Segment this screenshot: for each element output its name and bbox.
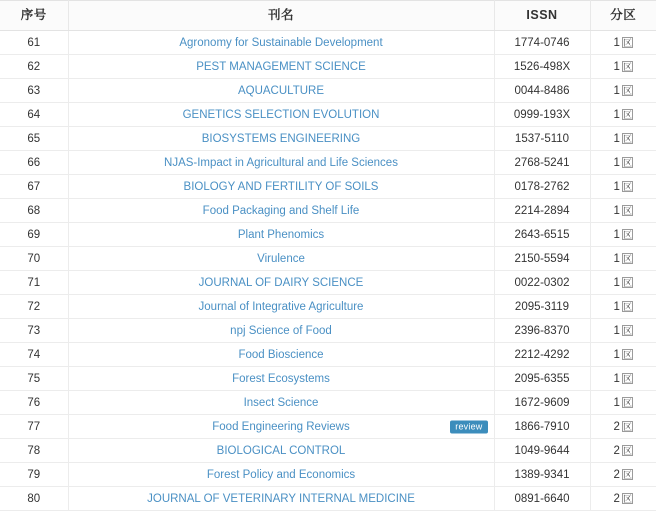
journal-name-link[interactable]: BIOSYSTEMS ENGINEERING <box>201 132 361 145</box>
journal-name-link[interactable]: PEST MANAGEMENT SCIENCE <box>196 60 366 73</box>
zone-number: 2 <box>613 444 620 457</box>
column-header-rank: 序号 <box>0 1 68 31</box>
journal-name-link[interactable]: Journal of Integrative Agriculture <box>198 300 364 313</box>
zone-value <box>614 325 633 337</box>
cell-journal-name <box>68 319 494 343</box>
cell-issn: 2768-5241 <box>494 151 590 175</box>
column-header-issn: ISSN <box>494 1 590 31</box>
cell-issn: 1774-0746 <box>494 31 590 55</box>
cell-journal-name <box>68 199 494 223</box>
journal-name-link[interactable]: Food Packaging and Shelf Life <box>202 204 360 217</box>
zone-label-box: 区 <box>622 373 632 384</box>
cell-rank: 74 <box>0 343 68 367</box>
cell-issn: 0178-2762 <box>494 175 590 199</box>
zone-value <box>614 301 633 313</box>
zone-value <box>614 277 633 289</box>
column-header-zone: 分区 <box>590 1 656 31</box>
journal-name-link[interactable]: Agronomy for Sustainable Development <box>179 36 383 49</box>
table-row <box>0 151 656 175</box>
cell-rank: 68 <box>0 199 68 223</box>
zone-value <box>614 205 633 217</box>
cell-issn: 2095-3119 <box>494 295 590 319</box>
journal-name-link[interactable]: JOURNAL OF VETERINARY INTERNAL MEDICINE <box>147 492 415 505</box>
table-row <box>0 271 656 295</box>
cell-issn: 0022-0302 <box>494 271 590 295</box>
zone-label-box: 区 <box>622 277 632 288</box>
journal-name-link[interactable]: AQUACULTURE <box>237 84 325 97</box>
cell-journal-name <box>68 415 494 439</box>
zone-value <box>614 133 633 145</box>
zone-value <box>614 469 633 481</box>
zone-label-box: 区 <box>622 349 632 360</box>
zone-number: 2 <box>613 420 620 433</box>
zone-value <box>614 373 633 385</box>
table-row <box>0 343 656 367</box>
cell-issn: 2643-6515 <box>494 223 590 247</box>
zone-number: 1 <box>613 348 620 361</box>
cell-journal-name <box>68 271 494 295</box>
zone-label-box: 区 <box>622 61 632 72</box>
table-row <box>0 127 656 151</box>
cell-zone <box>590 199 656 223</box>
zone-label-box: 区 <box>622 109 632 120</box>
cell-journal-name <box>68 295 494 319</box>
zone-value <box>614 85 633 97</box>
cell-zone <box>590 271 656 295</box>
cell-rank: 64 <box>0 103 68 127</box>
review-badge: review <box>450 420 487 433</box>
cell-rank: 77 <box>0 415 68 439</box>
cell-journal-name <box>68 151 494 175</box>
cell-zone <box>590 391 656 415</box>
journal-name-link[interactable]: Virulence <box>257 252 305 265</box>
journal-name-link[interactable]: JOURNAL OF DAIRY SCIENCE <box>198 276 364 289</box>
cell-issn: 2396-8370 <box>494 319 590 343</box>
cell-issn: 2150-5594 <box>494 247 590 271</box>
cell-journal-name <box>68 175 494 199</box>
cell-issn: 0044-8486 <box>494 79 590 103</box>
zone-number: 1 <box>613 228 620 241</box>
zone-value <box>614 181 633 193</box>
zone-number: 1 <box>613 204 620 217</box>
table-row <box>0 295 656 319</box>
zone-number: 1 <box>613 108 620 121</box>
table-row <box>0 199 656 223</box>
journal-name-link[interactable]: Food Bioscience <box>238 348 324 361</box>
cell-zone <box>590 247 656 271</box>
zone-number: 1 <box>613 252 620 265</box>
cell-issn: 1389-9341 <box>494 463 590 487</box>
cell-journal-name <box>68 439 494 463</box>
zone-label-box: 区 <box>622 85 632 96</box>
cell-zone <box>590 463 656 487</box>
cell-issn: 0891-6640 <box>494 487 590 511</box>
cell-zone <box>590 151 656 175</box>
cell-zone <box>590 55 656 79</box>
cell-journal-name <box>68 127 494 151</box>
zone-number: 1 <box>613 396 620 409</box>
table-row <box>0 367 656 391</box>
cell-rank: 79 <box>0 463 68 487</box>
zone-label-box: 区 <box>622 133 632 144</box>
zone-value <box>614 157 633 169</box>
journal-name-link[interactable]: Forest Policy and Economics <box>206 468 356 481</box>
cell-rank: 80 <box>0 487 68 511</box>
table-row <box>0 391 656 415</box>
zone-value <box>614 493 633 505</box>
journal-name-link[interactable]: Forest Ecosystems <box>232 372 330 385</box>
table-header-row <box>0 1 656 31</box>
cell-zone <box>590 31 656 55</box>
cell-issn: 2214-2894 <box>494 199 590 223</box>
zone-value <box>614 349 633 361</box>
cell-rank: 70 <box>0 247 68 271</box>
zone-label-box: 区 <box>622 253 632 264</box>
zone-number: 1 <box>613 132 620 145</box>
table-row <box>0 247 656 271</box>
cell-journal-name <box>68 391 494 415</box>
cell-rank: 72 <box>0 295 68 319</box>
cell-rank: 75 <box>0 367 68 391</box>
cell-issn: 1526-498X <box>494 55 590 79</box>
cell-journal-name <box>68 343 494 367</box>
cell-zone <box>590 175 656 199</box>
cell-journal-name <box>68 223 494 247</box>
journal-name-link[interactable]: Insect Science <box>243 396 319 409</box>
table-row <box>0 55 656 79</box>
cell-issn: 1537-5110 <box>494 127 590 151</box>
cell-rank: 76 <box>0 391 68 415</box>
cell-rank: 73 <box>0 319 68 343</box>
cell-rank: 65 <box>0 127 68 151</box>
zone-label-box: 区 <box>622 205 632 216</box>
table-row <box>0 175 656 199</box>
journal-name-link[interactable]: npj Science of Food <box>230 324 332 337</box>
zone-value <box>614 229 633 241</box>
column-header-name: 刊名 <box>68 1 494 31</box>
cell-rank: 78 <box>0 439 68 463</box>
zone-label-box: 区 <box>622 229 632 240</box>
zone-value <box>614 109 633 121</box>
cell-zone <box>590 415 656 439</box>
cell-zone <box>590 319 656 343</box>
journal-name-link[interactable]: BIOLOGICAL CONTROL <box>216 444 346 457</box>
zone-number: 1 <box>613 60 620 73</box>
cell-zone <box>590 103 656 127</box>
zone-label-box: 区 <box>622 301 632 312</box>
cell-journal-name <box>68 463 494 487</box>
cell-issn: 1672-9609 <box>494 391 590 415</box>
table-row <box>0 439 656 463</box>
cell-rank: 61 <box>0 31 68 55</box>
table-row <box>0 79 656 103</box>
table-header <box>0 1 656 31</box>
zone-value <box>614 37 633 49</box>
zone-label-box: 区 <box>622 181 632 192</box>
cell-zone <box>590 295 656 319</box>
zone-number: 2 <box>613 468 620 481</box>
table-row <box>0 103 656 127</box>
zone-number: 1 <box>613 84 620 97</box>
zone-value <box>614 445 633 457</box>
table-body <box>0 31 656 511</box>
cell-zone <box>590 79 656 103</box>
cell-journal-name <box>68 367 494 391</box>
cell-zone <box>590 343 656 367</box>
zone-value <box>614 61 633 73</box>
zone-label-box: 区 <box>622 325 632 336</box>
zone-number: 1 <box>613 36 620 49</box>
zone-label-box: 区 <box>622 397 632 408</box>
zone-value <box>614 397 633 409</box>
journal-name-link[interactable]: BIOLOGY AND FERTILITY OF SOILS <box>183 180 379 193</box>
table-row <box>0 319 656 343</box>
zone-value <box>614 421 633 433</box>
cell-issn: 0999-193X <box>494 103 590 127</box>
cell-issn: 1866-7910 <box>494 415 590 439</box>
cell-rank: 66 <box>0 151 68 175</box>
cell-issn: 2212-4292 <box>494 343 590 367</box>
zone-label-box: 区 <box>622 493 632 504</box>
table-row <box>0 415 656 439</box>
zone-number: 1 <box>613 180 620 193</box>
zone-value <box>614 253 633 265</box>
cell-rank: 63 <box>0 79 68 103</box>
cell-zone <box>590 127 656 151</box>
cell-rank: 62 <box>0 55 68 79</box>
journal-name-link[interactable]: GENETICS SELECTION EVOLUTION <box>182 108 380 121</box>
cell-zone <box>590 439 656 463</box>
zone-number: 1 <box>613 324 620 337</box>
zone-number: 1 <box>613 156 620 169</box>
zone-number: 1 <box>613 276 620 289</box>
zone-number: 1 <box>613 372 620 385</box>
zone-label-box: 区 <box>622 469 632 480</box>
zone-label-box: 区 <box>622 37 632 48</box>
zone-number: 1 <box>613 300 620 313</box>
cell-issn: 2095-6355 <box>494 367 590 391</box>
table-row <box>0 487 656 511</box>
zone-label-box: 区 <box>622 421 632 432</box>
cell-journal-name <box>68 79 494 103</box>
cell-zone <box>590 487 656 511</box>
cell-journal-name <box>68 247 494 271</box>
table-row <box>0 223 656 247</box>
zone-label-box: 区 <box>622 157 632 168</box>
cell-issn: 1049-9644 <box>494 439 590 463</box>
table-row <box>0 31 656 55</box>
cell-zone <box>590 223 656 247</box>
zone-number: 2 <box>613 492 620 505</box>
cell-journal-name <box>68 103 494 127</box>
cell-journal-name <box>68 487 494 511</box>
table-row <box>0 463 656 487</box>
journal-name-link[interactable]: Food Engineering Reviews <box>212 420 350 433</box>
cell-journal-name <box>68 31 494 55</box>
zone-label-box: 区 <box>622 445 632 456</box>
cell-rank: 71 <box>0 271 68 295</box>
cell-rank: 69 <box>0 223 68 247</box>
journal-name-link[interactable]: NJAS-Impact in Agricultural and Life Sciences <box>164 156 398 169</box>
cell-journal-name <box>68 55 494 79</box>
cell-rank: 67 <box>0 175 68 199</box>
cell-zone <box>590 367 656 391</box>
journal-name-link[interactable]: Plant Phenomics <box>237 228 325 241</box>
